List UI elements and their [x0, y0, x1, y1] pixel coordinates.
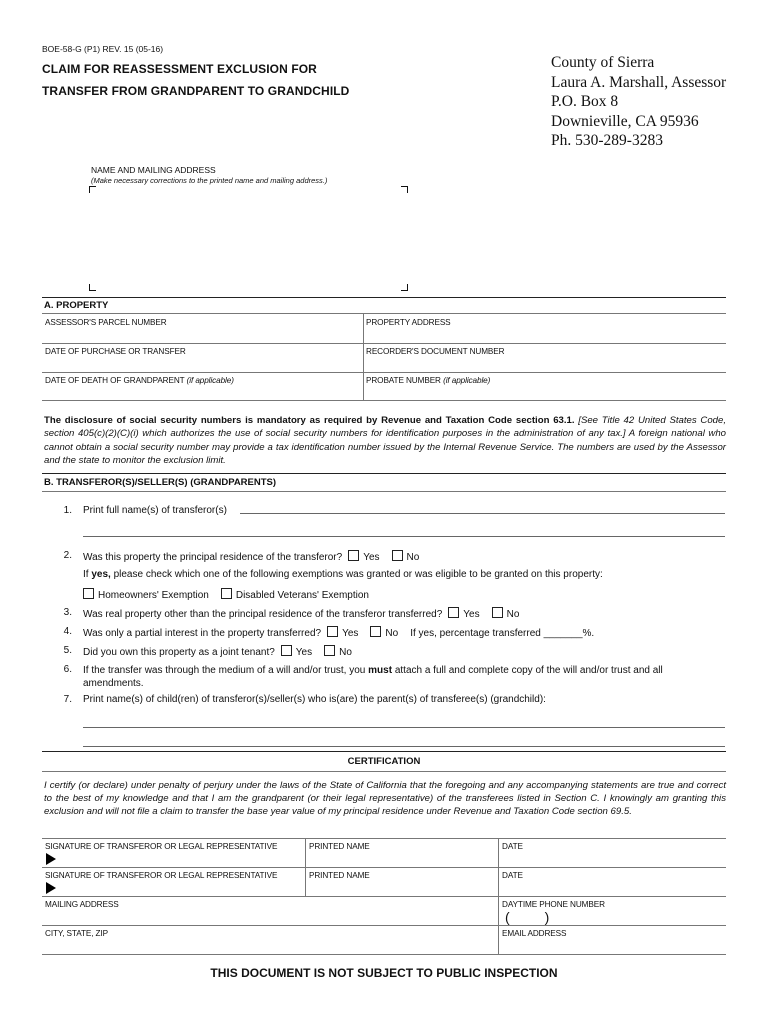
- assessor-address-block: [551, 53, 726, 151]
- section-a-top-rule: [42, 297, 726, 298]
- sig-grid-rule-5: [42, 954, 726, 955]
- sig-grid-rule-1: [42, 838, 726, 839]
- parent-name-line-1[interactable]: [83, 727, 725, 728]
- certification-statement: I certify (or declare) under penalty of perjury under the laws of the State of California that the foregoing and any accompanying statements are true and correct to the best of my knowledge and that I am the grandparent (or their legal representative) of the transferees listed in Section C. I knowingly am granting this exclusion and will not file a claim to transfer the base year value of my principal residence under Revenue and Taxation Code section 69.5.: [44, 780, 726, 818]
- signature-label-1: SIGNATURE OF TRANSFEROR OR LEGAL REPRESENTATIVE: [45, 842, 278, 851]
- question-3: Was real property other than the principal residence of the transferor transferred? Yes No: [83, 609, 520, 620]
- signature-label-2: SIGNATURE OF TRANSFEROR OR LEGAL REPRESENTATIVE: [45, 871, 278, 880]
- transferor-name-line-1[interactable]: [240, 513, 725, 514]
- property-address-label: PROPERTY ADDRESS: [366, 318, 451, 327]
- sig-grid-rule-3: [42, 896, 726, 897]
- purchase-date-label: DATE OF PURCHASE OR TRANSFER: [45, 347, 186, 356]
- question-7: Print name(s) of child(ren) of transferor(s)/seller(s) who is(are) the parent(s) of transferee(s) (grandchild):: [83, 694, 546, 705]
- sig-grid-divider-2: [498, 838, 499, 954]
- question-number: 5.: [63, 645, 72, 656]
- question-6: If the transfer was through the medium of a will and/or trust, you must attach a full and complete copy of the will and/or trust and all amendments.: [83, 665, 663, 689]
- sign-here-arrow-icon: [46, 853, 56, 865]
- corner-bottom-left: [89, 284, 96, 291]
- corner-top-right: [401, 186, 408, 193]
- form-title-line2: TRANSFER FROM GRANDPARENT TO GRANDCHILD: [42, 84, 350, 98]
- mailing-address-note: (Make necessary corrections to the printed name and mailing address.): [91, 176, 328, 185]
- email-address-label: EMAIL ADDRESS: [502, 929, 567, 938]
- question-number: 4.: [63, 626, 72, 637]
- assessor-city: Downieville, CA 95936: [551, 112, 699, 130]
- section-a-heading: A. PROPERTY: [44, 300, 109, 311]
- form-title-line1: CLAIM FOR REASSESSMENT EXCLUSION FOR: [42, 62, 317, 76]
- printed-name-label-2: PRINTED NAME: [309, 871, 370, 880]
- form-number: BOE-58-G (P1) REV. 15 (05-16): [42, 44, 164, 54]
- q4-no-checkbox[interactable]: [370, 626, 381, 637]
- certification-top-rule: [42, 751, 726, 752]
- q2-no-checkbox[interactable]: [392, 550, 403, 561]
- row-rule-1: [42, 343, 726, 344]
- question-1: Print full name(s) of transferor(s): [83, 505, 227, 516]
- veterans-exemption-checkbox[interactable]: [221, 588, 232, 599]
- mailing-address-field-label: MAILING ADDRESS: [45, 900, 119, 909]
- assessor-po-box: P.O. Box 8: [551, 93, 619, 111]
- corner-bottom-right: [401, 284, 408, 291]
- question-2: Was this property the principal residence of the transferor? Yes No: [83, 552, 420, 563]
- parent-name-line-2[interactable]: [83, 746, 725, 747]
- date-label-1: DATE: [502, 842, 523, 851]
- death-date-label: DATE OF DEATH OF GRANDPARENT (if applicable): [45, 376, 234, 385]
- assessor-phone: Ph. 530-289-3283: [551, 132, 663, 150]
- question-4: Was only a partial interest in the property transferred? Yes No If yes, percentage transferred _______%.: [83, 628, 595, 639]
- q4-yes-checkbox[interactable]: [327, 626, 338, 637]
- section-b-top-rule: [42, 473, 726, 474]
- q5-yes-checkbox[interactable]: [281, 645, 292, 656]
- q5-no-checkbox[interactable]: [324, 645, 335, 656]
- daytime-phone-label: DAYTIME PHONE NUMBER: [502, 900, 605, 909]
- section-a-divider: [363, 313, 364, 400]
- section-b-rule: [42, 491, 726, 492]
- section-a-rule: [42, 313, 726, 314]
- sig-grid-rule-4: [42, 925, 726, 926]
- certification-rule: [42, 771, 726, 772]
- sign-here-arrow-icon: [46, 882, 56, 894]
- printed-name-label-1: PRINTED NAME: [309, 842, 370, 851]
- sig-grid-divider-1: [305, 838, 306, 896]
- public-inspection-notice: THIS DOCUMENT IS NOT SUBJECT TO PUBLIC INSPECTION: [210, 966, 558, 980]
- question-5: Did you own this property as a joint tenant? Yes No: [83, 647, 352, 658]
- exemption-options: Homeowners' Exemption Disabled Veterans' Exemption: [77, 588, 369, 601]
- probate-number-label: PROBATE NUMBER (if applicable): [366, 376, 491, 385]
- parcel-number-label: ASSESSOR'S PARCEL NUMBER: [45, 318, 167, 327]
- phone-area-code-parens: ( ): [505, 909, 550, 925]
- q3-yes-checkbox[interactable]: [448, 607, 459, 618]
- assessor-name: Laura A. Marshall, Assessor: [551, 73, 727, 91]
- homeowners-exemption-checkbox[interactable]: [83, 588, 94, 599]
- row-rule-3: [42, 400, 726, 401]
- row-rule-2: [42, 372, 726, 373]
- section-b-heading: B. TRANSFEROR(S)/SELLER(S) (GRANDPARENTS): [44, 477, 277, 488]
- question-number: 3.: [63, 607, 72, 618]
- question-number: 2.: [63, 550, 72, 561]
- ssn-disclosure: The disclosure of social security numbers is mandatory as required by Revenue and Taxation Code section 63.1. [See Title 42 United States Code, section 405(c)(2)(C)(i) which authorizes the use of social security numbers for identification purposes in the administration of any tax.] A foreign national who cannot obtain a social security number may provide a tax identification number issued by the Internal Revenue Service. The numbers are used by the Assessor and the state to monitor the exclusion limit.: [44, 415, 726, 467]
- date-label-2: DATE: [502, 871, 523, 880]
- transferor-name-line-2[interactable]: [83, 536, 725, 537]
- q2-yes-checkbox[interactable]: [348, 550, 359, 561]
- certification-heading: CERTIFICATION: [347, 756, 421, 767]
- question-number: 1.: [63, 505, 72, 516]
- sig-grid-rule-2: [42, 867, 726, 868]
- mailing-address-label: NAME AND MAILING ADDRESS: [91, 165, 216, 175]
- city-state-zip-label: CITY, STATE, ZIP: [45, 929, 108, 938]
- county-name: County of Sierra: [551, 54, 655, 71]
- q3-no-checkbox[interactable]: [492, 607, 503, 618]
- question-2-follow-up: If yes, please check which one of the following exemptions was granted or was eligible to be granted on this property:: [83, 569, 603, 580]
- recorder-document-label: RECORDER'S DOCUMENT NUMBER: [366, 347, 505, 356]
- question-number: 6.: [63, 664, 72, 675]
- corner-top-left: [89, 186, 96, 193]
- question-number: 7.: [63, 694, 72, 705]
